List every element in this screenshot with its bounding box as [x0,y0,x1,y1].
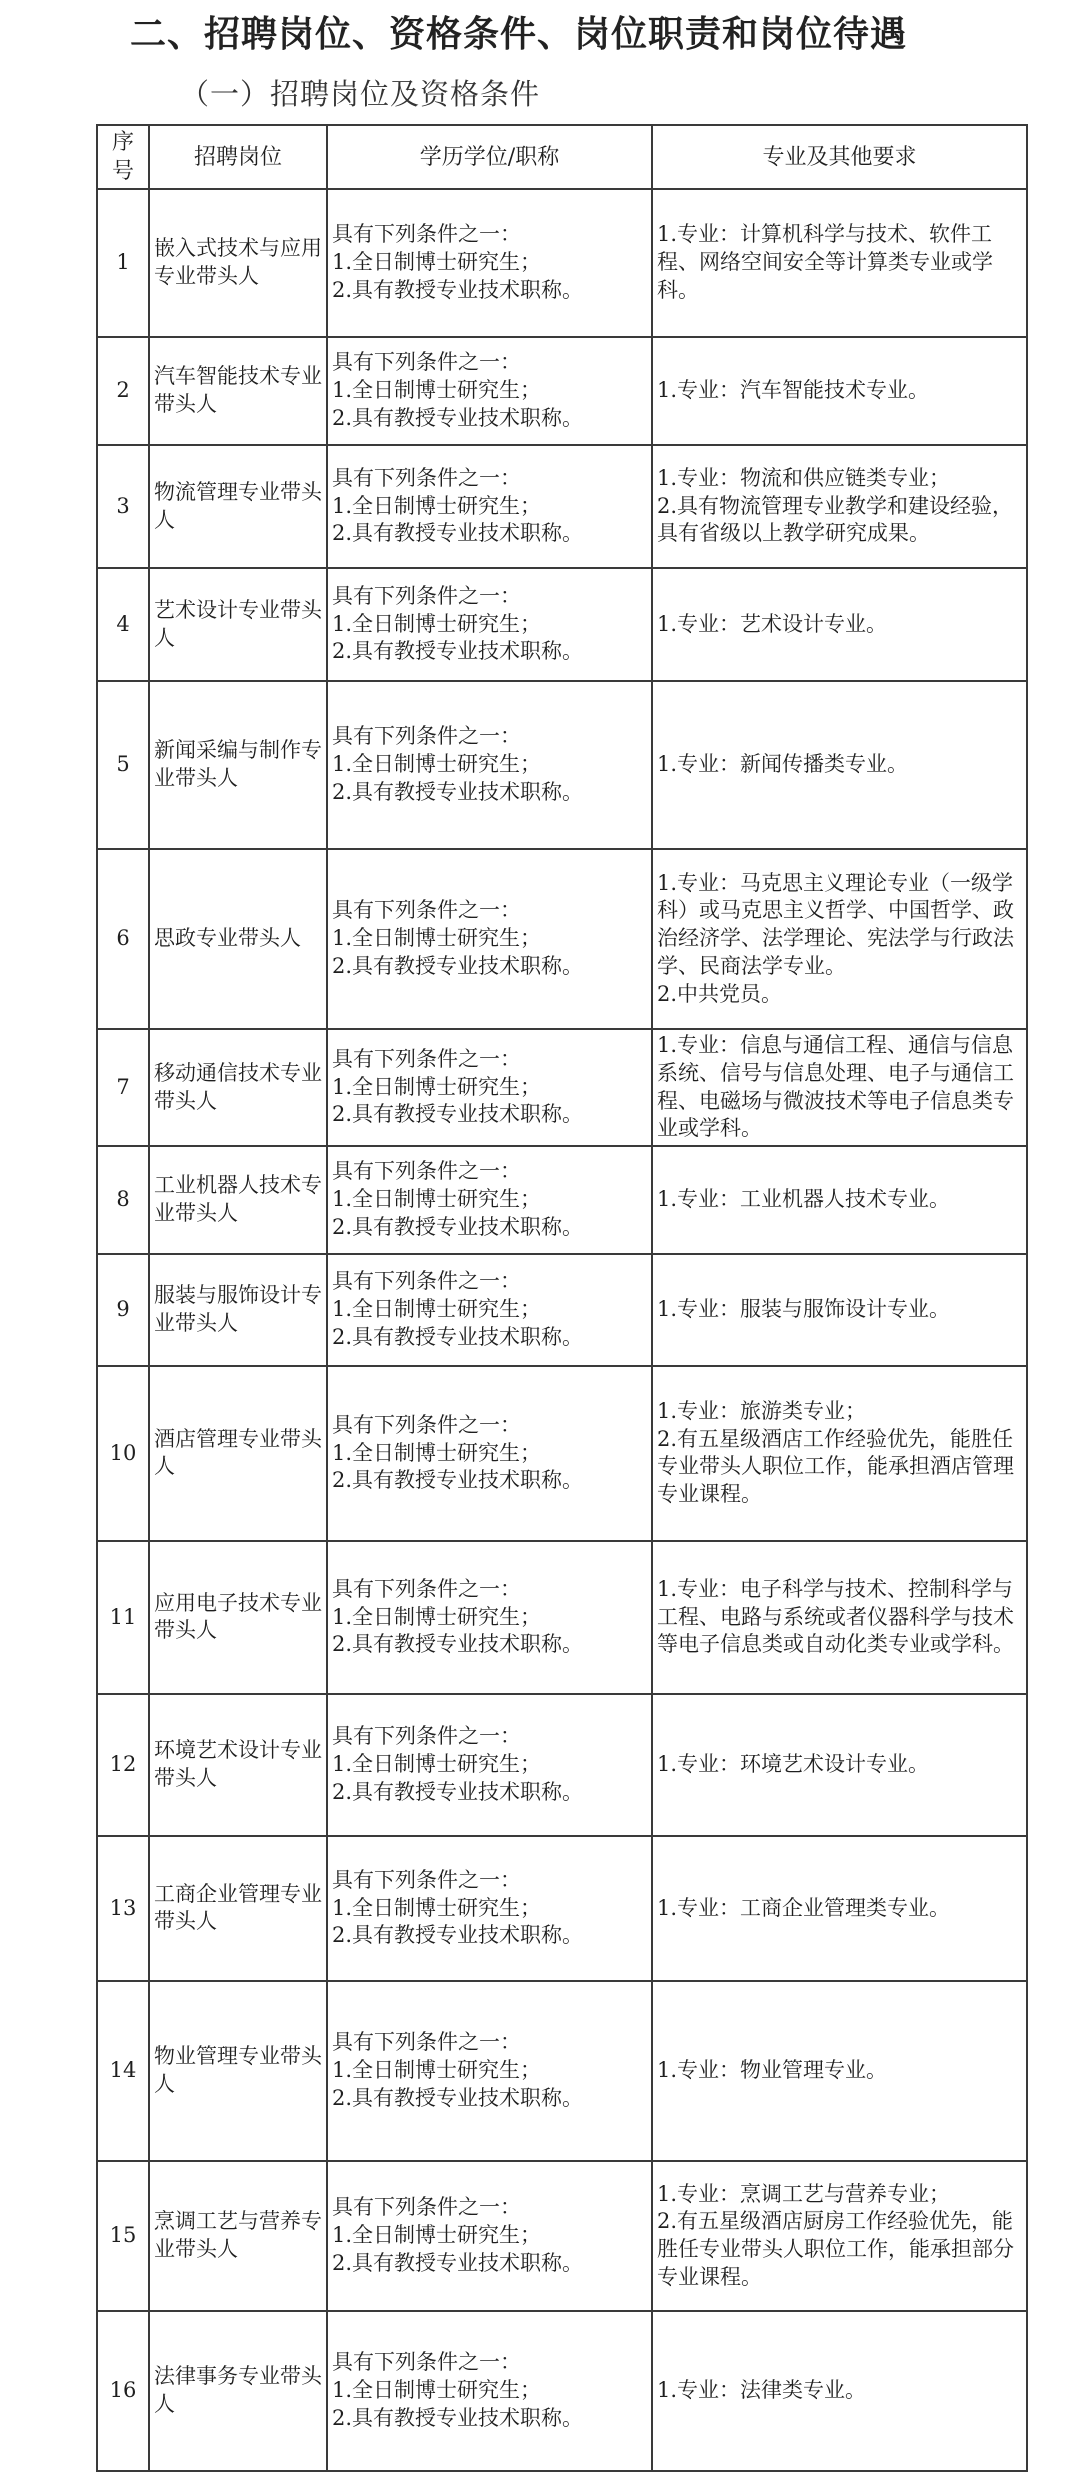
cell-education: 具有下列条件之一： 1.全日制博士研究生； 2.具有教授专业技术职称。 [327,1694,652,1836]
table-row [97,2311,1027,2471]
cell-education: 具有下列条件之一： 1.全日制博士研究生； 2.具有教授专业技术职称。 [327,1541,652,1694]
cell-education: 具有下列条件之一： 1.全日制博士研究生； 2.具有教授专业技术职称。 [327,2161,652,2311]
cell-position: 艺术设计专业带头人 [149,568,327,681]
table-row [97,681,1027,849]
section-heading: 二、招聘岗位、资格条件、岗位职责和岗位待遇 [130,14,908,55]
cell-education: 具有下列条件之一： 1.全日制博士研究生； 2.具有教授专业技术职称。 [327,681,652,849]
cell-position: 法律事务专业带头人 [149,2311,327,2471]
cell-requirements: 1.专业：法律类专业。 [652,2311,1027,2471]
cell-serial: 11 [97,1541,149,1694]
subsection-heading: （一）招聘岗位及资格条件 [180,77,541,111]
table-row [97,445,1027,568]
table-header-row [97,125,1027,189]
cell-position: 思政专业带头人 [149,849,327,1029]
header-education: 学历学位/职称 [327,125,652,189]
cell-requirements: 1.专业：信息与通信工程、通信与信息系统、信号与信息处理、电子与通信工程、电磁场与微波技术等电子信息类专业或学科。 [652,1029,1027,1146]
cell-position: 新闻采编与制作专业带头人 [149,681,327,849]
cell-education: 具有下列条件之一： 1.全日制博士研究生； 2.具有教授专业技术职称。 [327,1029,652,1146]
cell-serial: 3 [97,445,149,568]
cell-requirements: 1.专业：新闻传播类专业。 [652,681,1027,849]
recruitment-table [96,124,1028,2472]
cell-requirements: 1.专业：物流和供应链类专业； 2.具有物流管理专业教学和建设经验，具有省级以上教学研究成果。 [652,445,1027,568]
cell-serial: 6 [97,849,149,1029]
table-row [97,1694,1027,1836]
cell-position: 物业管理专业带头人 [149,1981,327,2161]
cell-education: 具有下列条件之一： 1.全日制博士研究生； 2.具有教授专业技术职称。 [327,849,652,1029]
cell-requirements: 1.专业：艺术设计专业。 [652,568,1027,681]
table-row [97,1254,1027,1366]
cell-education: 具有下列条件之一： 1.全日制博士研究生； 2.具有教授专业技术职称。 [327,2311,652,2471]
cell-education: 具有下列条件之一： 1.全日制博士研究生； 2.具有教授专业技术职称。 [327,1836,652,1981]
table-row [97,2161,1027,2311]
cell-serial: 5 [97,681,149,849]
table-row [97,1836,1027,1981]
cell-serial: 12 [97,1694,149,1836]
table-row [97,1541,1027,1694]
table-row [97,1146,1027,1254]
cell-requirements: 1.专业：电子科学与技术、控制科学与工程、电路与系统或者仪器科学与技术等电子信息类或自动化类专业或学科。 [652,1541,1027,1694]
cell-serial: 15 [97,2161,149,2311]
cell-requirements: 1.专业：汽车智能技术专业。 [652,337,1027,445]
cell-requirements: 1.专业：工商企业管理类专业。 [652,1836,1027,1981]
header-serial: 序号 [97,125,149,189]
table-body [97,189,1027,2471]
cell-education: 具有下列条件之一： 1.全日制博士研究生； 2.具有教授专业技术职称。 [327,1981,652,2161]
cell-serial: 13 [97,1836,149,1981]
cell-education: 具有下列条件之一： 1.全日制博士研究生； 2.具有教授专业技术职称。 [327,445,652,568]
cell-position: 应用电子技术专业带头人 [149,1541,327,1694]
cell-position: 移动通信技术专业带头人 [149,1029,327,1146]
table-row [97,189,1027,337]
cell-requirements: 1.专业：烹调工艺与营养专业； 2.有五星级酒店厨房工作经验优先，能胜任专业带头人职位工作，能承担部分专业课程。 [652,2161,1027,2311]
table-row [97,849,1027,1029]
header-position: 招聘岗位 [149,125,327,189]
table-row [97,1366,1027,1541]
cell-requirements: 1.专业：物业管理专业。 [652,1981,1027,2161]
cell-requirements: 1.专业：工业机器人技术专业。 [652,1146,1027,1254]
table-row [97,337,1027,445]
cell-serial: 2 [97,337,149,445]
cell-education: 具有下列条件之一： 1.全日制博士研究生； 2.具有教授专业技术职称。 [327,1254,652,1366]
cell-education: 具有下列条件之一： 1.全日制博士研究生； 2.具有教授专业技术职称。 [327,1366,652,1541]
cell-serial: 8 [97,1146,149,1254]
cell-position: 嵌入式技术与应用专业带头人 [149,189,327,337]
table-row [97,1029,1027,1146]
cell-requirements: 1.专业：环境艺术设计专业。 [652,1694,1027,1836]
cell-serial: 10 [97,1366,149,1541]
cell-requirements: 1.专业：马克思主义理论专业（一级学科）或马克思主义哲学、中国哲学、政治经济学、法学理论、宪法学与行政法学、民商法学专业。 2.中共党员。 [652,849,1027,1029]
cell-position: 汽车智能技术专业带头人 [149,337,327,445]
cell-serial: 7 [97,1029,149,1146]
cell-position: 物流管理专业带头人 [149,445,327,568]
cell-serial: 16 [97,2311,149,2471]
cell-education: 具有下列条件之一： 1.全日制博士研究生； 2.具有教授专业技术职称。 [327,1146,652,1254]
cell-serial: 4 [97,568,149,681]
cell-education: 具有下列条件之一： 1.全日制博士研究生； 2.具有教授专业技术职称。 [327,189,652,337]
cell-requirements: 1.专业：服装与服饰设计专业。 [652,1254,1027,1366]
cell-requirements: 1.专业：旅游类专业； 2.有五星级酒店工作经验优先，能胜任专业带头人职位工作，能承担酒店管理专业课程。 [652,1366,1027,1541]
cell-position: 酒店管理专业带头人 [149,1366,327,1541]
cell-position: 工商企业管理专业带头人 [149,1836,327,1981]
cell-serial: 9 [97,1254,149,1366]
cell-position: 烹调工艺与营养专业带头人 [149,2161,327,2311]
table-row [97,1981,1027,2161]
cell-position: 工业机器人技术专业带头人 [149,1146,327,1254]
table-row [97,568,1027,681]
cell-position: 服装与服饰设计专业带头人 [149,1254,327,1366]
cell-serial: 14 [97,1981,149,2161]
cell-requirements: 1.专业：计算机科学与技术、软件工程、网络空间安全等计算类专业或学科。 [652,189,1027,337]
cell-education: 具有下列条件之一： 1.全日制博士研究生； 2.具有教授专业技术职称。 [327,337,652,445]
cell-serial: 1 [97,189,149,337]
cell-education: 具有下列条件之一： 1.全日制博士研究生； 2.具有教授专业技术职称。 [327,568,652,681]
header-requirements: 专业及其他要求 [652,125,1027,189]
cell-position: 环境艺术设计专业带头人 [149,1694,327,1836]
